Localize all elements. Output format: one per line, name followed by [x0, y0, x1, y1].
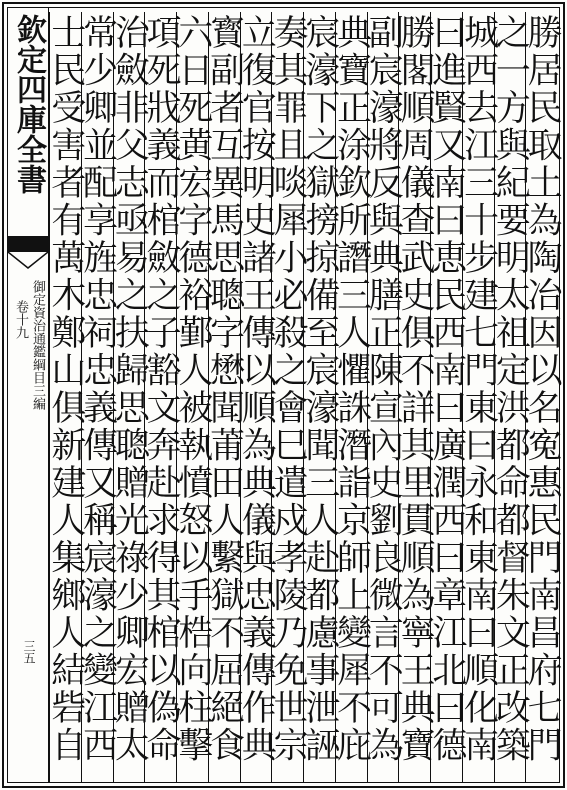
column-text: 典寶正涂欽所譖三人懼誅潛詣京師上變犀不庇: [331, 14, 372, 764]
column-text: 之一方與紀要明太祖定洪都命都督朱文正改築: [490, 14, 531, 764]
column-text: 勝閣順周儀查武史俱不詳其里貫順為寧王典寶: [395, 14, 436, 764]
column-text: 勝居民取土為陶冶因以名寃惠民門南昌府七門: [522, 14, 563, 764]
column-text: 城西去江三十步建七門東曰永和東南曰順化南: [458, 14, 499, 764]
column-text: 項死戕義而棺斂之子豁文奔赴求得其棺以偽命: [141, 14, 182, 764]
text-column: [45, 12, 86, 782]
column-text: 立復官按明史諸王傳以順為典儀與忠義傳作典: [236, 14, 277, 764]
column-text: 常少卿並配享旌忠祠忠義傳又稱宸濠之變江西: [77, 14, 118, 764]
column-text: 六日死黄宏字德裕鄞人被執憤怒以手梏向柱擊: [172, 14, 213, 764]
page-number: 三五: [22, 640, 36, 664]
series-title: 欽定四庫全書: [11, 14, 46, 194]
column-text: 奏其罪且啖犀小必殺之會巳遣戍孝陵乃免世宗: [268, 14, 309, 764]
column-text: 曰進賢又南曰恵民西南曰廣潤西曰章江北曰德: [426, 14, 467, 764]
column-text: 寳副者互異馬思聰字懋聞莆田人繫獄不屈絕食: [204, 14, 245, 764]
book-title: 御定資治通鑑綱目三編: [30, 280, 45, 410]
column-text: 宸濠下之獄搒掠備至宸濠聞三人赴都慮事泄誣: [299, 14, 340, 764]
column-text: 治斂非父志亟易之扶歸思聰贈光祿少卿宏贈太: [109, 14, 150, 764]
column-text: 士民受害者有萬木鄭山俱新建人集鄉人結砦自: [45, 14, 86, 764]
juan-number: 卷十九: [13, 300, 28, 339]
column-text: 副宸濠將反與典膳正陳宣內史劉良微言不可為: [363, 14, 404, 764]
